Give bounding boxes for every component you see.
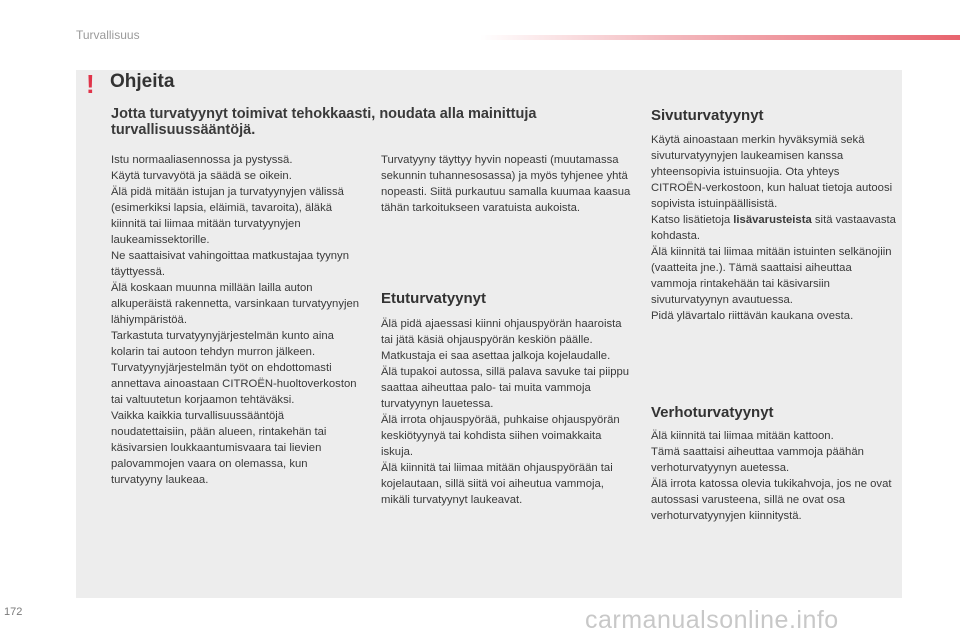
rule-line: Tarkastuta turvatyynyjärjestelmän kunto aina kolarin tai autoon tehdyn murron jälkeen.: [111, 330, 334, 358]
side-rule-line: Älä kiinnitä tai liimaa mitään istuinten selkänojiin (vaatteita jne.). Tämä saattaisi aiheuttaa vammoja rintakehään tai käsivarsiin sivuturvatyynyn avautuessa.: [651, 246, 892, 306]
curtain-rule-line: Älä irrota katossa olevia tukikahvoja, jos ne ovat autossasi varusteena, sillä ne ovat osa verhoturvatyynyjen kiinnitystä.: [651, 478, 892, 522]
curtain-rule-line: Tämä saattaisi aiheuttaa vammoja päähän verhoturvatyynyn auetessa.: [651, 446, 864, 474]
rule-line: Istu normaaliasennossa ja pystyssä.: [111, 154, 293, 166]
side-airbags-heading: Sivuturvatyynyt: [651, 107, 764, 124]
front-rule-line: Matkustaja ei saa asettaa jalkoja kojelaudalle.: [381, 350, 611, 362]
page-number: 172: [4, 606, 23, 618]
front-rule-line: Älä irrota ohjauspyörää, puhkaise ohjauspyörän keskiötyynyä tai kohdista siihen voimakkaita iskuja.: [381, 414, 620, 458]
accessories-reference: lisävarusteista: [733, 214, 812, 226]
front-airbags-heading: Etuturvatyynyt: [381, 290, 487, 307]
side-ref-after: sitä vastaavasta kohdasta.: [651, 214, 896, 242]
side-rule-line: Käytä ainoastaan merkin hyväksymiä sekä sivuturvatyynyjen laukeamisen kanssa yhteensopivia istuinsuojia. Ota yhteys CITROËN-verkostoon, kun haluat tietoja autoosi sopivista istuinpäällisistä.: [651, 134, 893, 210]
front-rule-line: Älä pidä ajaessasi kiinni ohjauspyörän haaroista tai jätä käsiä ohjauspyörän keskiön päälle.: [381, 318, 622, 346]
panel-title: Ohjeita: [110, 71, 175, 92]
warning-exclamation-icon: !: [86, 69, 95, 99]
rule-line: Turvatyynyjärjestelmän työt on ehdottomasti annettava ainoastaan CITROËN-huoltoverkoston tai valtuutetun korjaamon tehtäväksi.: [111, 362, 357, 406]
rule-line: Käytä turvavyötä ja säädä se oikein.: [111, 170, 292, 182]
rule-line: Älä pidä mitään istujan ja turvatyynyjen välissä (esimerkiksi lapsia, eläimiä, tavaroita), äläkä kiinnitä tai liimaa mitään turvatyynyjen laukeamissektorille.: [111, 186, 344, 246]
side-rule-line: [651, 212, 896, 244]
intro-heading: Jotta turvatyynyt toimivat tehokkaasti, noudata alla mainittuja turvallisuussääntöjä.: [111, 106, 537, 138]
front-airbags-text: [381, 316, 631, 508]
rule-line: Älä koskaan muunna millään lailla auton alkuperäistä rakennetta, varsinkaan turvatyynyjen lähiympäristöä.: [111, 282, 360, 326]
rule-line: Vaikka kaikkia turvallisuussääntöjä noudatettaisiin, pään alueen, rintakehän tai käsivarsien loukkaantumisvaara tai lievien palovammojen vaara on olemassa, kun turvatyyny laukeaa.: [111, 410, 327, 486]
front-rule-line: Älä kiinnitä tai liimaa mitään ohjauspyörään tai kojelautaan, sillä siitä voi aiheutua vammoja, mikäli turvatyynyt laukeavat.: [381, 462, 613, 506]
watermark: carmanualsonline.info: [585, 606, 839, 634]
side-rule-line: Pidä ylävartalo riittävän kaukana ovesta.: [651, 310, 854, 322]
side-airbags-text: [651, 132, 896, 324]
header-accent-rule: [480, 35, 960, 40]
inflation-note: Turvatyyny täyttyy hyvin nopeasti (muutamassa sekunnin tuhannesosassa) ja myös tyhjenee yhtä nopeasti. Siitä purkautuu samalla kuumaa kaasua tähän tarkoitukseen varatuista aukoista.: [381, 154, 631, 214]
curtain-airbags-heading: Verhoturvatyynyt: [651, 404, 774, 421]
front-rule-line: Älä tupakoi autossa, sillä palava savuke tai piippu saattaa aiheuttaa palo- tai muita vammoja turvatyynyn lauetessa.: [381, 366, 630, 410]
section-label: Turvallisuus: [76, 28, 140, 42]
side-ref-before: Katso lisätietoja: [651, 214, 734, 226]
general-rules-column: [111, 152, 361, 488]
curtain-airbags-text: [651, 428, 896, 524]
rule-line: Ne saattaisivat vahingoittaa matkustajaa tyynyn täyttyessä.: [111, 250, 349, 278]
curtain-rule-line: Älä kiinnitä tai liimaa mitään kattoon.: [651, 430, 834, 442]
